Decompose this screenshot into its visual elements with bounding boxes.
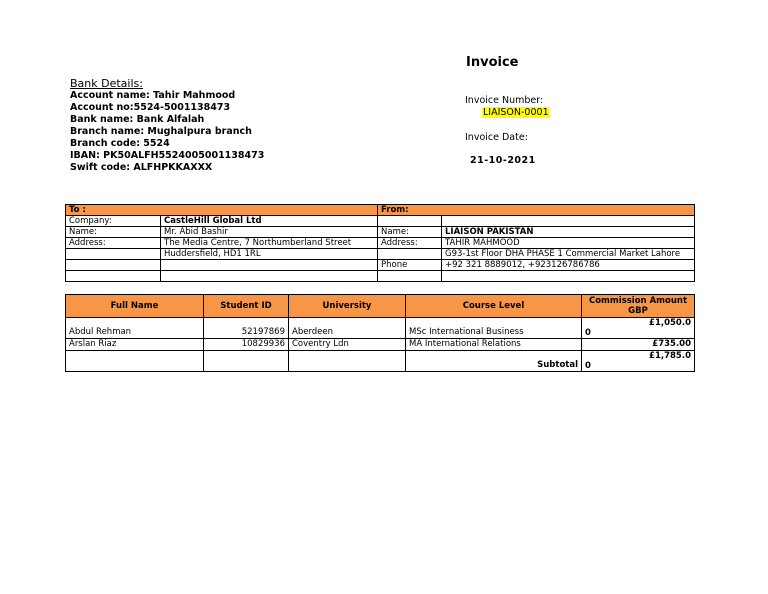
table-row: [66, 318, 695, 339]
items-table: [65, 294, 695, 372]
invoice-date: 21-10-2021: [470, 155, 536, 166]
invoice-number: LIAISON-0001: [483, 107, 549, 118]
to-company-label: Company:: [66, 216, 161, 227]
to-address-2: Huddersfield, HD1 1RL: [161, 249, 378, 260]
from-phone: +92 321 8889012, +923126786786: [442, 260, 695, 271]
row-full-name: Arslan Riaz: [66, 339, 204, 351]
row-student-id: 52197869: [204, 318, 289, 339]
bank-name: Bank name: Bank Alfalah: [70, 114, 205, 125]
row-commission-amount: £1,050.0: [649, 318, 691, 328]
subtotal-amount: £1,785.0: [649, 351, 691, 361]
to-name: Mr. Abid Bashir: [161, 227, 378, 238]
col-full-name: Full Name: [66, 295, 204, 318]
subtotal-row: [66, 351, 695, 372]
to-header: To :: [66, 205, 378, 216]
from-address-label: Address:: [378, 238, 442, 249]
col-student-id: Student ID: [204, 295, 289, 318]
table-row: [66, 339, 695, 351]
to-address-1: The Media Centre, 7 Northumberland Street: [161, 238, 378, 249]
bank-account-name: Account name: Tahir Mahmood: [70, 90, 236, 101]
from-address-2: G93-1st Floor DHA PHASE 1 Commercial Market Lahore: [442, 249, 695, 260]
invoice-date-label: Invoice Date:: [465, 132, 528, 143]
row-course-level: MA International Relations: [406, 339, 582, 351]
row-university: Coventry Ldn: [289, 339, 406, 351]
from-address-1: TAHIR MAHMOOD: [442, 238, 695, 249]
row-commission-cents: 0: [585, 328, 591, 338]
row-university: Aberdeen: [289, 318, 406, 339]
from-phone-label: Phone: [378, 260, 442, 271]
from-name-label: Name:: [378, 227, 442, 238]
bank-branch-code: Branch code: 5524: [70, 138, 170, 149]
to-address-label: Address:: [66, 238, 161, 249]
from-name: LIAISON PAKISTAN: [442, 227, 695, 238]
bank-account-no: Account no:5524-5001138473: [70, 102, 231, 113]
to-name-label: Name:: [66, 227, 161, 238]
bank-iban: IBAN: PK50ALFH5524005001138473: [70, 150, 265, 161]
row-student-id: 10829936: [204, 339, 289, 351]
subtotal-label: Subtotal: [406, 351, 582, 372]
bank-details: [70, 90, 264, 174]
bank-swift: Swift code: ALFHPKKAXXX: [70, 162, 213, 173]
bank-details-heading: Bank Details:: [70, 77, 143, 90]
parties-table: [65, 204, 695, 282]
row-full-name: Abdul Rehman: [66, 318, 204, 339]
subtotal-value: [582, 351, 695, 372]
to-company: CastleHill Global Ltd: [161, 216, 378, 227]
invoice-title: Invoice: [466, 55, 519, 70]
row-commission: £735.00: [582, 339, 695, 351]
bank-branch-name: Branch name: Mughalpura branch: [70, 126, 252, 137]
row-course-level: MSc International Business: [406, 318, 582, 339]
col-commission: Commission Amount GBP: [582, 295, 695, 318]
from-header: From:: [378, 205, 695, 216]
invoice-number-label: Invoice Number:: [465, 95, 544, 106]
row-commission: [582, 318, 695, 339]
col-university: University: [289, 295, 406, 318]
subtotal-cents: 0: [585, 361, 591, 371]
col-course-level: Course Level: [406, 295, 582, 318]
